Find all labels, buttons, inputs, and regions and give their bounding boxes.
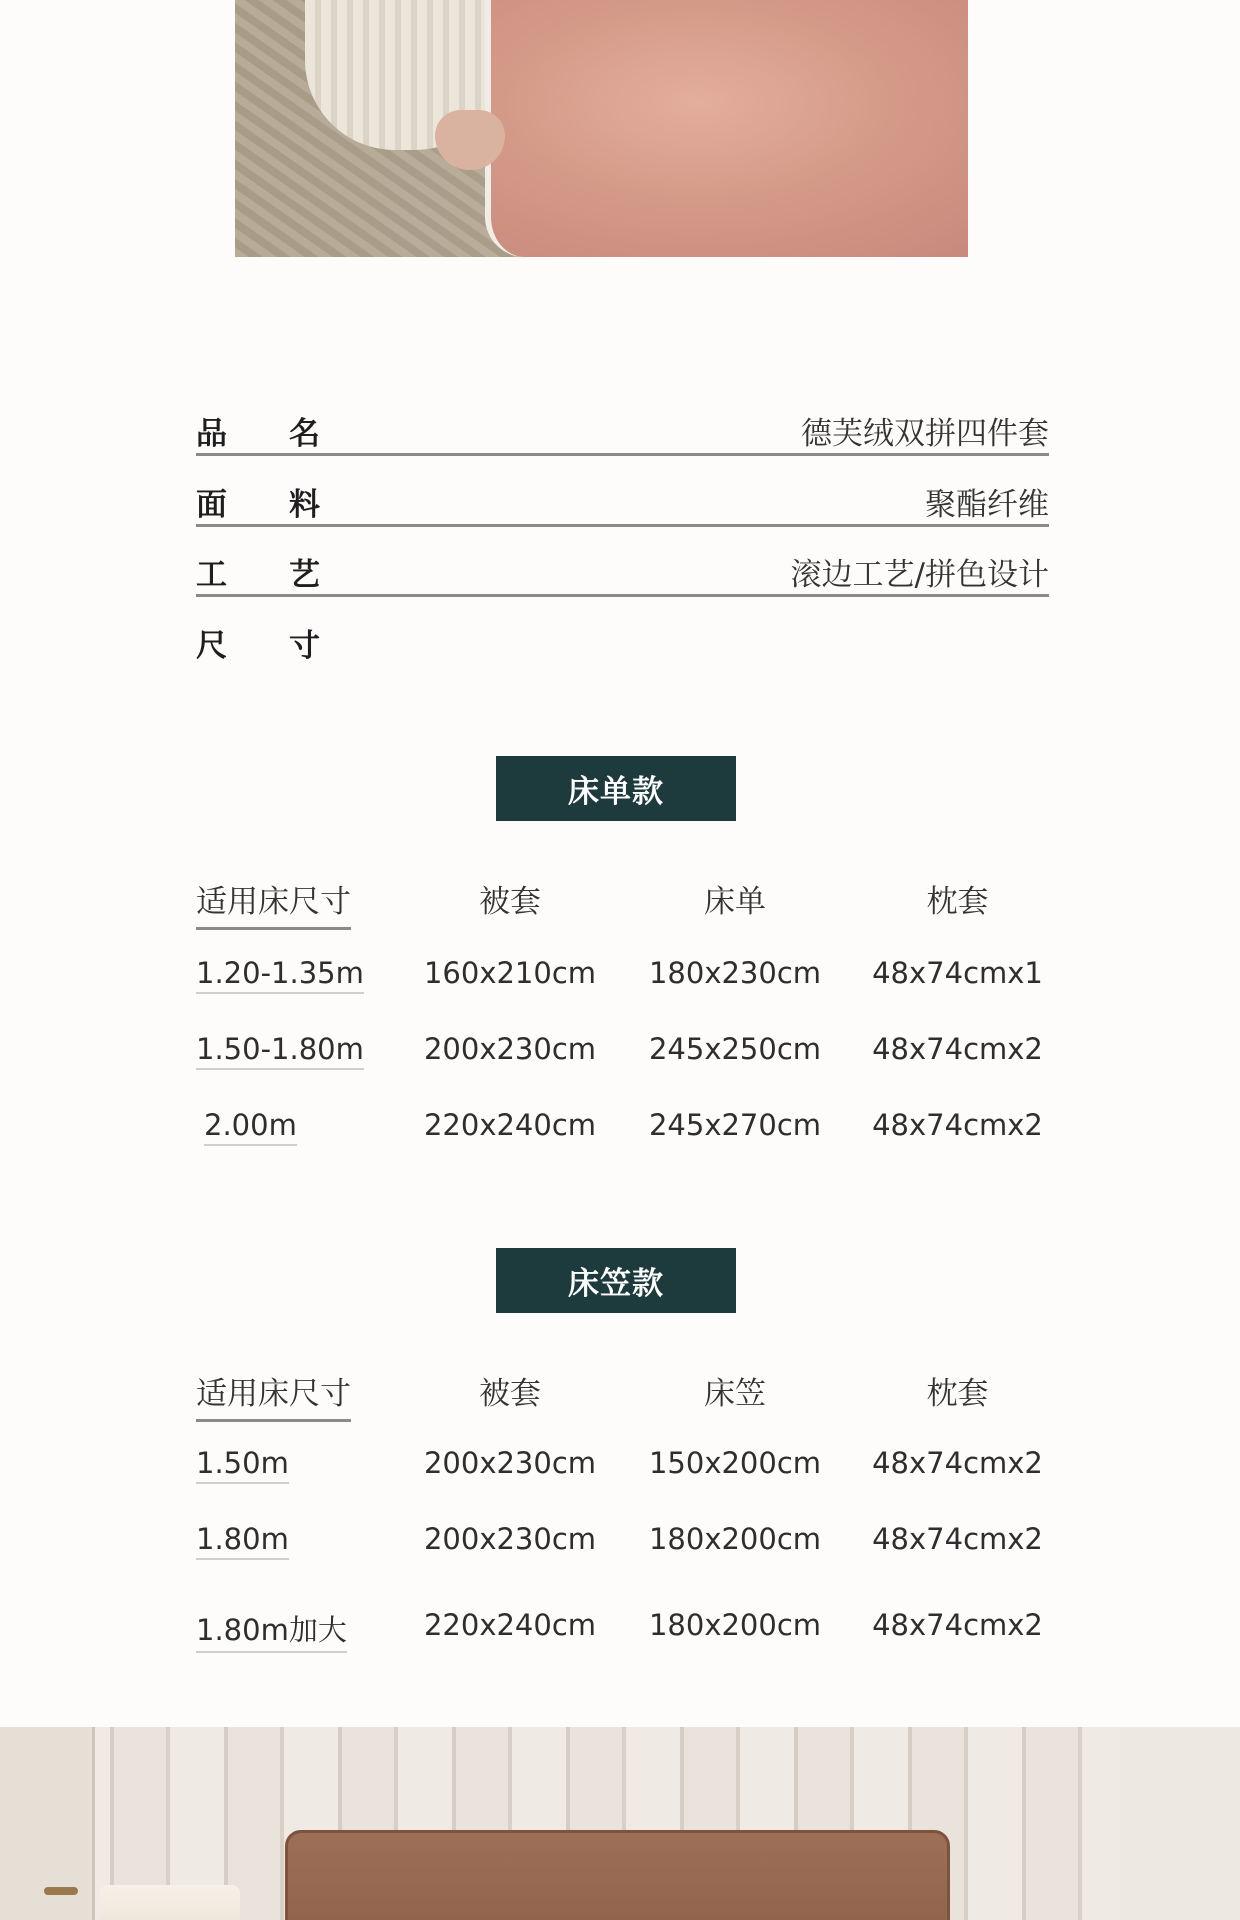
product-photo-top bbox=[235, 0, 1008, 257]
header-cell: 适用床尺寸 bbox=[196, 876, 351, 930]
table-header bbox=[190, 1368, 1070, 1418]
table-header bbox=[190, 876, 1070, 926]
info-row-name bbox=[196, 400, 1049, 456]
table-cell: 48x74cmx2 bbox=[872, 1108, 1043, 1142]
product-photo-bottom bbox=[0, 1727, 1240, 1920]
table-cell: 245x250cm bbox=[648, 1032, 822, 1066]
pink-blanket bbox=[485, 0, 1008, 257]
divider bbox=[196, 524, 1049, 527]
table-cell: 180x200cm bbox=[648, 1608, 822, 1642]
info-value: 聚酯纤维 bbox=[925, 487, 1049, 523]
divider bbox=[196, 453, 1049, 456]
door bbox=[0, 1727, 95, 1920]
info-label: 工艺 bbox=[196, 557, 382, 593]
header-cell: 适用床尺寸 bbox=[196, 1368, 351, 1422]
header-cell: 被套 bbox=[479, 1376, 541, 1412]
table-cell: 1.80m bbox=[196, 1522, 289, 1560]
table-cell: 200x230cm bbox=[423, 1032, 597, 1066]
table-cell: 1.50m bbox=[196, 1446, 289, 1484]
door-knob bbox=[44, 1887, 78, 1895]
header-cell: 被套 bbox=[479, 884, 541, 920]
table-cell: 1.20-1.35m bbox=[196, 956, 364, 994]
table-cell: 180x230cm bbox=[648, 956, 822, 990]
header-cell: 床单 bbox=[704, 884, 766, 920]
lamp-shade bbox=[100, 1885, 240, 1920]
table-row bbox=[190, 1522, 1070, 1572]
info-label: 尺寸 bbox=[196, 628, 382, 664]
header-cell: 枕套 bbox=[926, 884, 989, 920]
table-row bbox=[190, 1108, 1070, 1158]
table-cell: 220x240cm bbox=[423, 1108, 597, 1142]
section-badge-sheet: 床单款 bbox=[496, 756, 736, 821]
divider bbox=[196, 594, 1049, 597]
table-cell: 200x230cm bbox=[423, 1522, 597, 1556]
table-cell: 48x74cmx2 bbox=[872, 1522, 1043, 1556]
info-value: 德芙绒双拼四件套 bbox=[801, 416, 1049, 452]
table-cell: 2.00m bbox=[204, 1108, 297, 1146]
table-cell: 48x74cmx1 bbox=[872, 956, 1043, 990]
table-cell: 200x230cm bbox=[423, 1446, 597, 1480]
table-cell: 150x200cm bbox=[648, 1446, 822, 1480]
info-value: 滚边工艺/拼色设计 bbox=[790, 557, 1049, 593]
table-row bbox=[190, 1608, 1070, 1658]
info-row-fabric bbox=[196, 471, 1049, 527]
table-cell: 48x74cmx2 bbox=[872, 1608, 1043, 1642]
table-cell: 1.50-1.80m bbox=[196, 1032, 364, 1070]
header-cell: 枕套 bbox=[926, 1376, 989, 1412]
table-cell: 48x74cmx2 bbox=[872, 1032, 1043, 1066]
info-label: 面料 bbox=[196, 487, 382, 523]
table-cell: 180x200cm bbox=[648, 1522, 822, 1556]
headboard bbox=[285, 1830, 950, 1920]
table-cell: 245x270cm bbox=[648, 1108, 822, 1142]
info-row-craft bbox=[196, 541, 1049, 597]
table-cell: 220x240cm bbox=[423, 1608, 597, 1642]
table-row bbox=[190, 1446, 1070, 1496]
table-cell: 160x210cm bbox=[423, 956, 597, 990]
info-row-size bbox=[196, 612, 1049, 668]
info-label: 品名 bbox=[196, 416, 382, 452]
table-cell: 48x74cmx2 bbox=[872, 1446, 1043, 1480]
table-row bbox=[190, 956, 1070, 1006]
header-cell: 床笠 bbox=[704, 1376, 766, 1412]
table-cell: 1.80m加大 bbox=[196, 1608, 347, 1653]
section-badge-fitted: 床笠款 bbox=[496, 1248, 736, 1313]
table-row bbox=[190, 1032, 1070, 1082]
